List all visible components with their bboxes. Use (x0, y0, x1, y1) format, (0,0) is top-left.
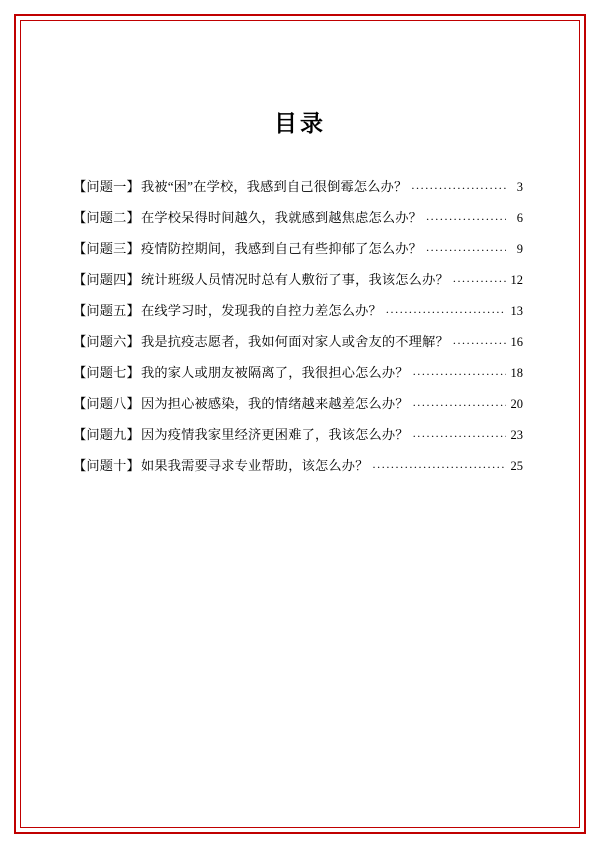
toc-entry[interactable] (73, 211, 523, 225)
toc-entry[interactable] (73, 273, 523, 287)
toc-leader-dots (426, 210, 506, 222)
toc-entry-title: 在学校呆得时间越久，我就感到越焦虑怎么办？ (140, 210, 423, 225)
toc-entry[interactable] (73, 459, 523, 473)
toc-entry-label: 【问题四】 (73, 272, 140, 287)
toc-entry-page: 25 (510, 459, 523, 473)
toc-entry-title: 我被“困”在学校，我感到自己很倒霉怎么办？ (140, 179, 408, 194)
toc-entry-title: 我的家人或朋友被隔离了，我很担心怎么办？ (140, 365, 409, 380)
toc-entry-title: 因为疫情我家里经济更困难了，我该怎么办？ (140, 427, 409, 442)
toc-entry[interactable] (73, 428, 523, 442)
toc-entry-page: 12 (510, 273, 523, 287)
toc-entry-page: 20 (510, 397, 523, 411)
toc-entry-title: 我是抗疫志愿者，我如何面对家人或舍友的不理解？ (140, 334, 449, 349)
toc-leader-dots (413, 427, 506, 439)
toc-leader-dots (386, 303, 506, 315)
toc-leader-dots (413, 396, 506, 408)
toc-entry-page: 9 (516, 242, 523, 256)
toc-entry-label: 【问题五】 (73, 303, 140, 318)
toc-entry-page: 13 (510, 304, 523, 318)
toc-entry-page: 23 (510, 428, 523, 442)
toc-leader-dots (426, 241, 506, 253)
toc-entry-page: 16 (510, 335, 523, 349)
toc-entry-title: 在线学习时，发现我的自控力差怎么办？ (140, 303, 382, 318)
toc-entry[interactable] (73, 180, 523, 194)
toc-entry-title: 如果我需要寻求专业帮助，该怎么办？ (140, 458, 369, 473)
toc-leader-dots (453, 334, 506, 346)
toc-entry-title: 因为担心被感染，我的情绪越来越差怎么办？ (140, 396, 409, 411)
page-title: 目录 (274, 111, 326, 136)
toc-entry-label: 【问题十】 (73, 458, 140, 473)
toc-entry-label: 【问题九】 (73, 427, 140, 442)
toc-entry-title: 统计班级人员情况时总有人敷衍了事，我该怎么办？ (140, 272, 449, 287)
toc-entry[interactable] (73, 366, 523, 380)
toc-entry-label: 【问题八】 (73, 396, 140, 411)
toc-entry[interactable] (73, 397, 523, 411)
toc-leader-dots (413, 365, 506, 377)
page-content (60, 60, 540, 788)
table-of-contents (60, 180, 540, 473)
toc-entry-label: 【问题六】 (73, 334, 140, 349)
toc-entry-page: 18 (510, 366, 523, 380)
toc-leader-dots (373, 458, 506, 470)
toc-entry-label: 【问题一】 (73, 179, 140, 194)
toc-entry-page: 6 (516, 211, 523, 225)
toc-entry-label: 【问题七】 (73, 365, 140, 380)
toc-entry-page: 3 (516, 180, 523, 194)
toc-entry[interactable] (73, 335, 523, 349)
toc-entry-label: 【问题二】 (73, 210, 140, 225)
toc-entry[interactable] (73, 242, 523, 256)
toc-leader-dots (453, 272, 506, 284)
toc-entry[interactable] (73, 304, 523, 318)
toc-entry-title: 疫情防控期间，我感到自己有些抑郁了怎么办？ (140, 241, 423, 256)
toc-leader-dots (411, 179, 506, 191)
toc-entry-label: 【问题三】 (73, 241, 140, 256)
